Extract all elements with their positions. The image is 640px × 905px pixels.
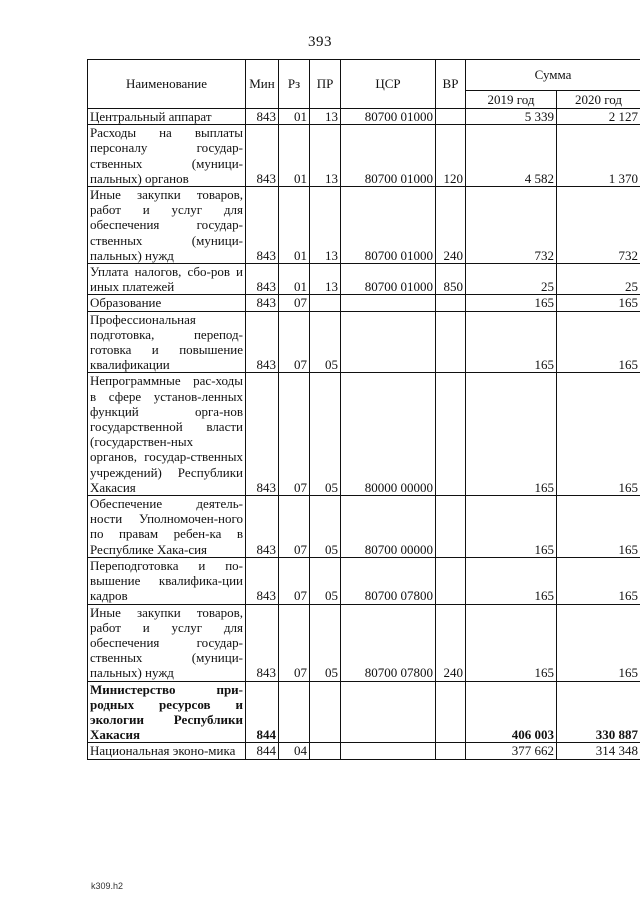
cell-2020: 1 370 [557,125,640,187]
cell-2020: 330 887 [557,681,640,743]
cell-2020: 25 [557,264,640,295]
cell-csr [341,311,436,373]
cell-vr [436,295,466,311]
cell-2019: 165 [466,496,557,558]
cell-2020: 165 [557,496,640,558]
cell-name: Переподготовка и по-вышение квалифика-ции кадров [88,557,246,604]
cell-name: Непрограммные рас-ходы в сфере установ-ленных функций орга-нов государственной власти (государствен-ных органов, государ-ственных учреждений) Республики Хакасия [88,373,246,496]
cell-min: 843 [246,109,279,125]
cell-rz: 07 [279,373,310,496]
cell-vr: 120 [436,125,466,187]
cell-rz: 01 [279,125,310,187]
cell-vr: 850 [436,264,466,295]
cell-pr: 13 [310,187,341,264]
cell-csr: 80700 01000 [341,125,436,187]
table-row [88,187,640,264]
table-row [88,496,640,558]
cell-name: Иные закупки товаров, работ и услуг для обеспечения государ-ственных (муници-пальных) нужд [88,187,246,264]
cell-pr: 05 [310,557,341,604]
cell-2020: 165 [557,295,640,311]
cell-name: Образование [88,295,246,311]
cell-2019: 377 662 [466,743,557,759]
cell-min: 843 [246,125,279,187]
cell-2020: 165 [557,557,640,604]
header-sum: Сумма [466,60,640,91]
cell-rz: 07 [279,496,310,558]
cell-name: Уплата налогов, сбо-ров и иных платежей [88,264,246,295]
cell-min: 843 [246,295,279,311]
cell-min: 843 [246,373,279,496]
cell-csr [341,295,436,311]
cell-2019: 25 [466,264,557,295]
page-number: 393 [308,34,332,50]
header-year-2019: 2019 год [466,91,557,109]
cell-csr [341,743,436,759]
cell-2019: 165 [466,295,557,311]
cell-name: Центральный аппарат [88,109,246,125]
table-row [88,373,640,496]
cell-vr [436,373,466,496]
cell-2019: 5 339 [466,109,557,125]
cell-pr: 13 [310,125,341,187]
cell-vr: 240 [436,604,466,681]
cell-name: Национальная эконо-мика [88,743,246,759]
cell-2019: 165 [466,311,557,373]
cell-2019: 165 [466,604,557,681]
header-year-2020: 2020 год [557,91,640,109]
cell-vr [436,109,466,125]
header-vr: ВР [436,60,466,109]
cell-csr: 80700 01000 [341,187,436,264]
cell-rz: 01 [279,264,310,295]
cell-min: 843 [246,604,279,681]
cell-name: Профессиональная подготовка, перепод-готовка и повышение квалификации [88,311,246,373]
cell-min: 844 [246,681,279,743]
cell-csr [341,681,436,743]
cell-min: 843 [246,496,279,558]
cell-rz: 07 [279,604,310,681]
cell-csr: 80700 07800 [341,557,436,604]
cell-csr: 80000 00000 [341,373,436,496]
cell-csr: 80700 07800 [341,604,436,681]
cell-rz: 07 [279,311,310,373]
cell-min: 843 [246,187,279,264]
cell-2020: 2 127 [557,109,640,125]
table-row [88,311,640,373]
header-pr: ПР [310,60,341,109]
cell-min: 843 [246,264,279,295]
cell-csr: 80700 01000 [341,109,436,125]
table-row [88,125,640,187]
cell-vr [436,681,466,743]
cell-pr: 05 [310,311,341,373]
cell-name: Министерство при-родных ресурсов и экологии Республики Хакасия [88,681,246,743]
cell-pr [310,295,341,311]
header-min: Мин [246,60,279,109]
cell-vr [436,311,466,373]
footer-code: k309.h2 [91,881,124,891]
cell-rz [279,681,310,743]
cell-2019: 406 003 [466,681,557,743]
cell-pr: 05 [310,496,341,558]
cell-2020: 165 [557,604,640,681]
cell-2019: 732 [466,187,557,264]
table-row [88,604,640,681]
cell-pr [310,743,341,759]
cell-vr: 240 [436,187,466,264]
cell-vr [436,496,466,558]
cell-pr: 05 [310,604,341,681]
table-row [88,743,640,759]
header-rz: Рз [279,60,310,109]
cell-pr: 13 [310,109,341,125]
cell-rz: 07 [279,295,310,311]
cell-min: 844 [246,743,279,759]
cell-pr: 13 [310,264,341,295]
table-row [88,109,640,125]
table-row [88,681,640,743]
cell-pr: 05 [310,373,341,496]
budget-table [87,59,640,760]
cell-2019: 4 582 [466,125,557,187]
header-csr: ЦСР [341,60,436,109]
cell-name: Расходы на выплаты персоналу государ-ственных (муници-пальных) органов [88,125,246,187]
cell-2020: 732 [557,187,640,264]
cell-rz: 01 [279,187,310,264]
cell-pr [310,681,341,743]
cell-2019: 165 [466,373,557,496]
cell-min: 843 [246,311,279,373]
header-name: Наименование [88,60,246,109]
cell-2020: 165 [557,311,640,373]
cell-2020: 165 [557,373,640,496]
cell-2020: 314 348 [557,743,640,759]
cell-min: 843 [246,557,279,604]
cell-rz: 04 [279,743,310,759]
cell-csr: 80700 00000 [341,496,436,558]
table-body [88,109,640,760]
cell-rz: 07 [279,557,310,604]
cell-vr [436,743,466,759]
cell-name: Обеспечение деятель-ности Уполномочен-ного по правам ребен-ка в Республике Хака-сия [88,496,246,558]
table-row [88,264,640,295]
table-row [88,557,640,604]
cell-name: Иные закупки товаров, работ и услуг для обеспечения государ-ственных (муници-пальных) нужд [88,604,246,681]
cell-rz: 01 [279,109,310,125]
cell-vr [436,557,466,604]
cell-csr: 80700 01000 [341,264,436,295]
cell-2019: 165 [466,557,557,604]
table-row [88,295,640,311]
